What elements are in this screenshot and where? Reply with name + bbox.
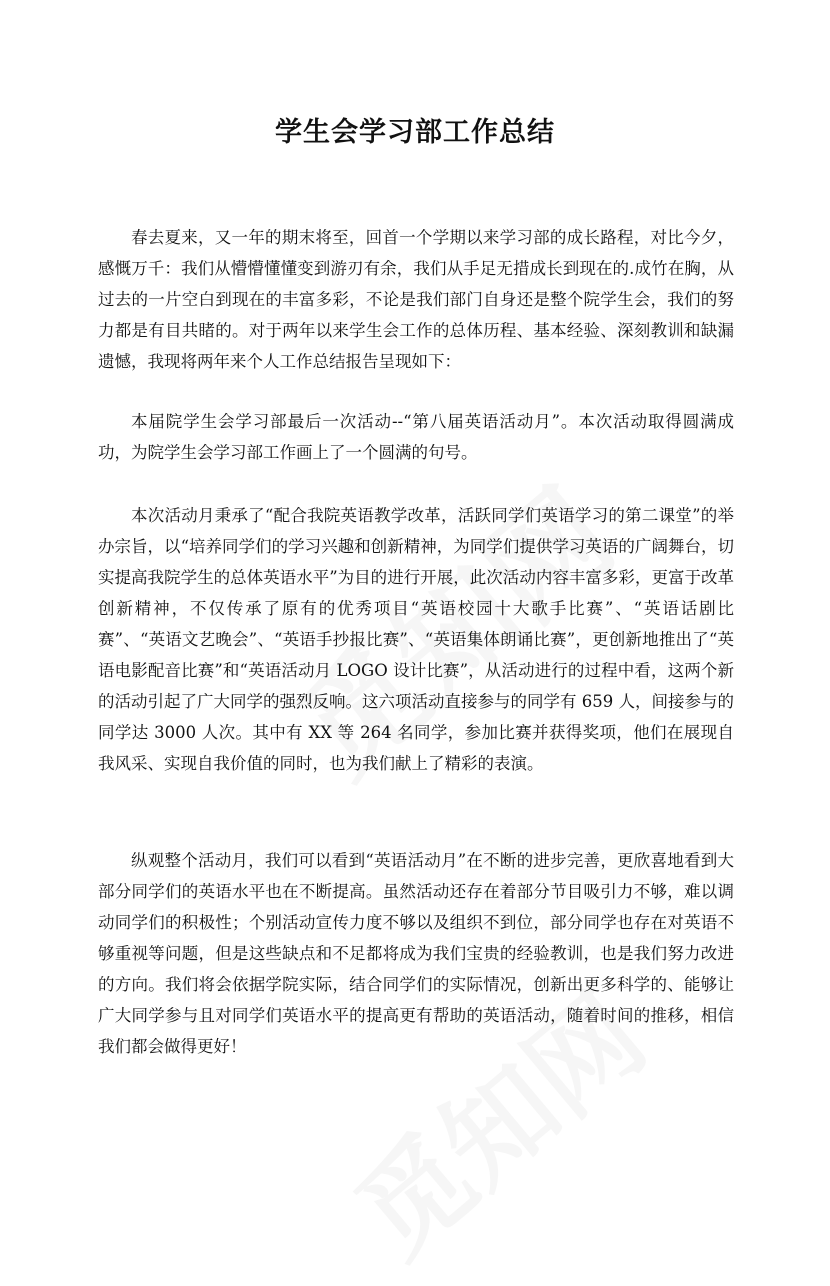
paragraph-activity-details: 本次活动月秉承了“配合我院英语教学改革，活跃同学们英语学习的第二课堂”的举办宗旨，以“培养同学们的学习兴趣和创新精神，为同学们提供学习英语的广阔舞台，切实提高我院学生的总体英语水平”为目的进行开展，此次活动内容丰富多彩，更富于改革创新精神，不仅传承了原有的优秀项目“英语校园十大歌手比赛”、“英语话剧比赛”、“英语文艺晚会”、“英语手抄报比赛”、“英语集体朗诵比赛”，更创新地推出了“英语电影配音比赛”和“英语活动月 LOGO 设计比赛”，从活动进行的过程中看，这两个新的活动引起了广大同学的强烈反响。这六项活动直接参与的同学有 659 人，间接参与的同学达 3000 人次。其中有 XX 等 264 名同学，参加比赛并获得奖项，他们在展现自我风采、实现自我价值的同时，也为我们献上了精彩的表演。 xyxy=(98,506,734,773)
paragraph-last-activity: 本届院学生会学习部最后一次活动--“第八届英语活动月”。本次活动取得圆满成功，为院学生会学习部工作画上了一个圆满的句号。 xyxy=(98,412,734,462)
paragraph-review: 纵观整个活动月，我们可以看到“英语活动月”在不断的进步完善，更欣喜地看到大部分同学们的英语水平也在不断提高。虽然活动还存在着部分节目吸引力不够，难以调动同学们的积极性；个别活动宣传力度不够以及组织不到位，部分同学也存在对英语不够重视等问题，但是这些缺点和不足都将成为我们宝贵的经验教训，也是我们努力改进的方向。我们将会依据学院实际，结合同学们的实际情况，创新出更多科学的、能够让广大同学参与且对同学们英语水平的提高更有帮助的英语活动，随着时间的推移，相信我们都会做得更好！ xyxy=(98,851,734,1056)
paragraph-intro: 春去夏来，又一年的期末将至，回首一个学期以来学习部的成长路程，对比今夕，感慨万千：我们从懵懵懂懂变到游刃有余，我们从手足无措成长到现在的.成竹在胸，从过去的一片空白到现在的丰富多彩，不论是我们部门自身还是整个院学生会，我们的努力都是有目共睹的。对于两年以来学生会工作的总体历程、基本经验、深刻教训和缺漏遗憾，我现将两年来个人工作总结报告呈现如下： xyxy=(98,228,734,371)
document-title: 学生会学习部工作总结 xyxy=(275,117,555,148)
